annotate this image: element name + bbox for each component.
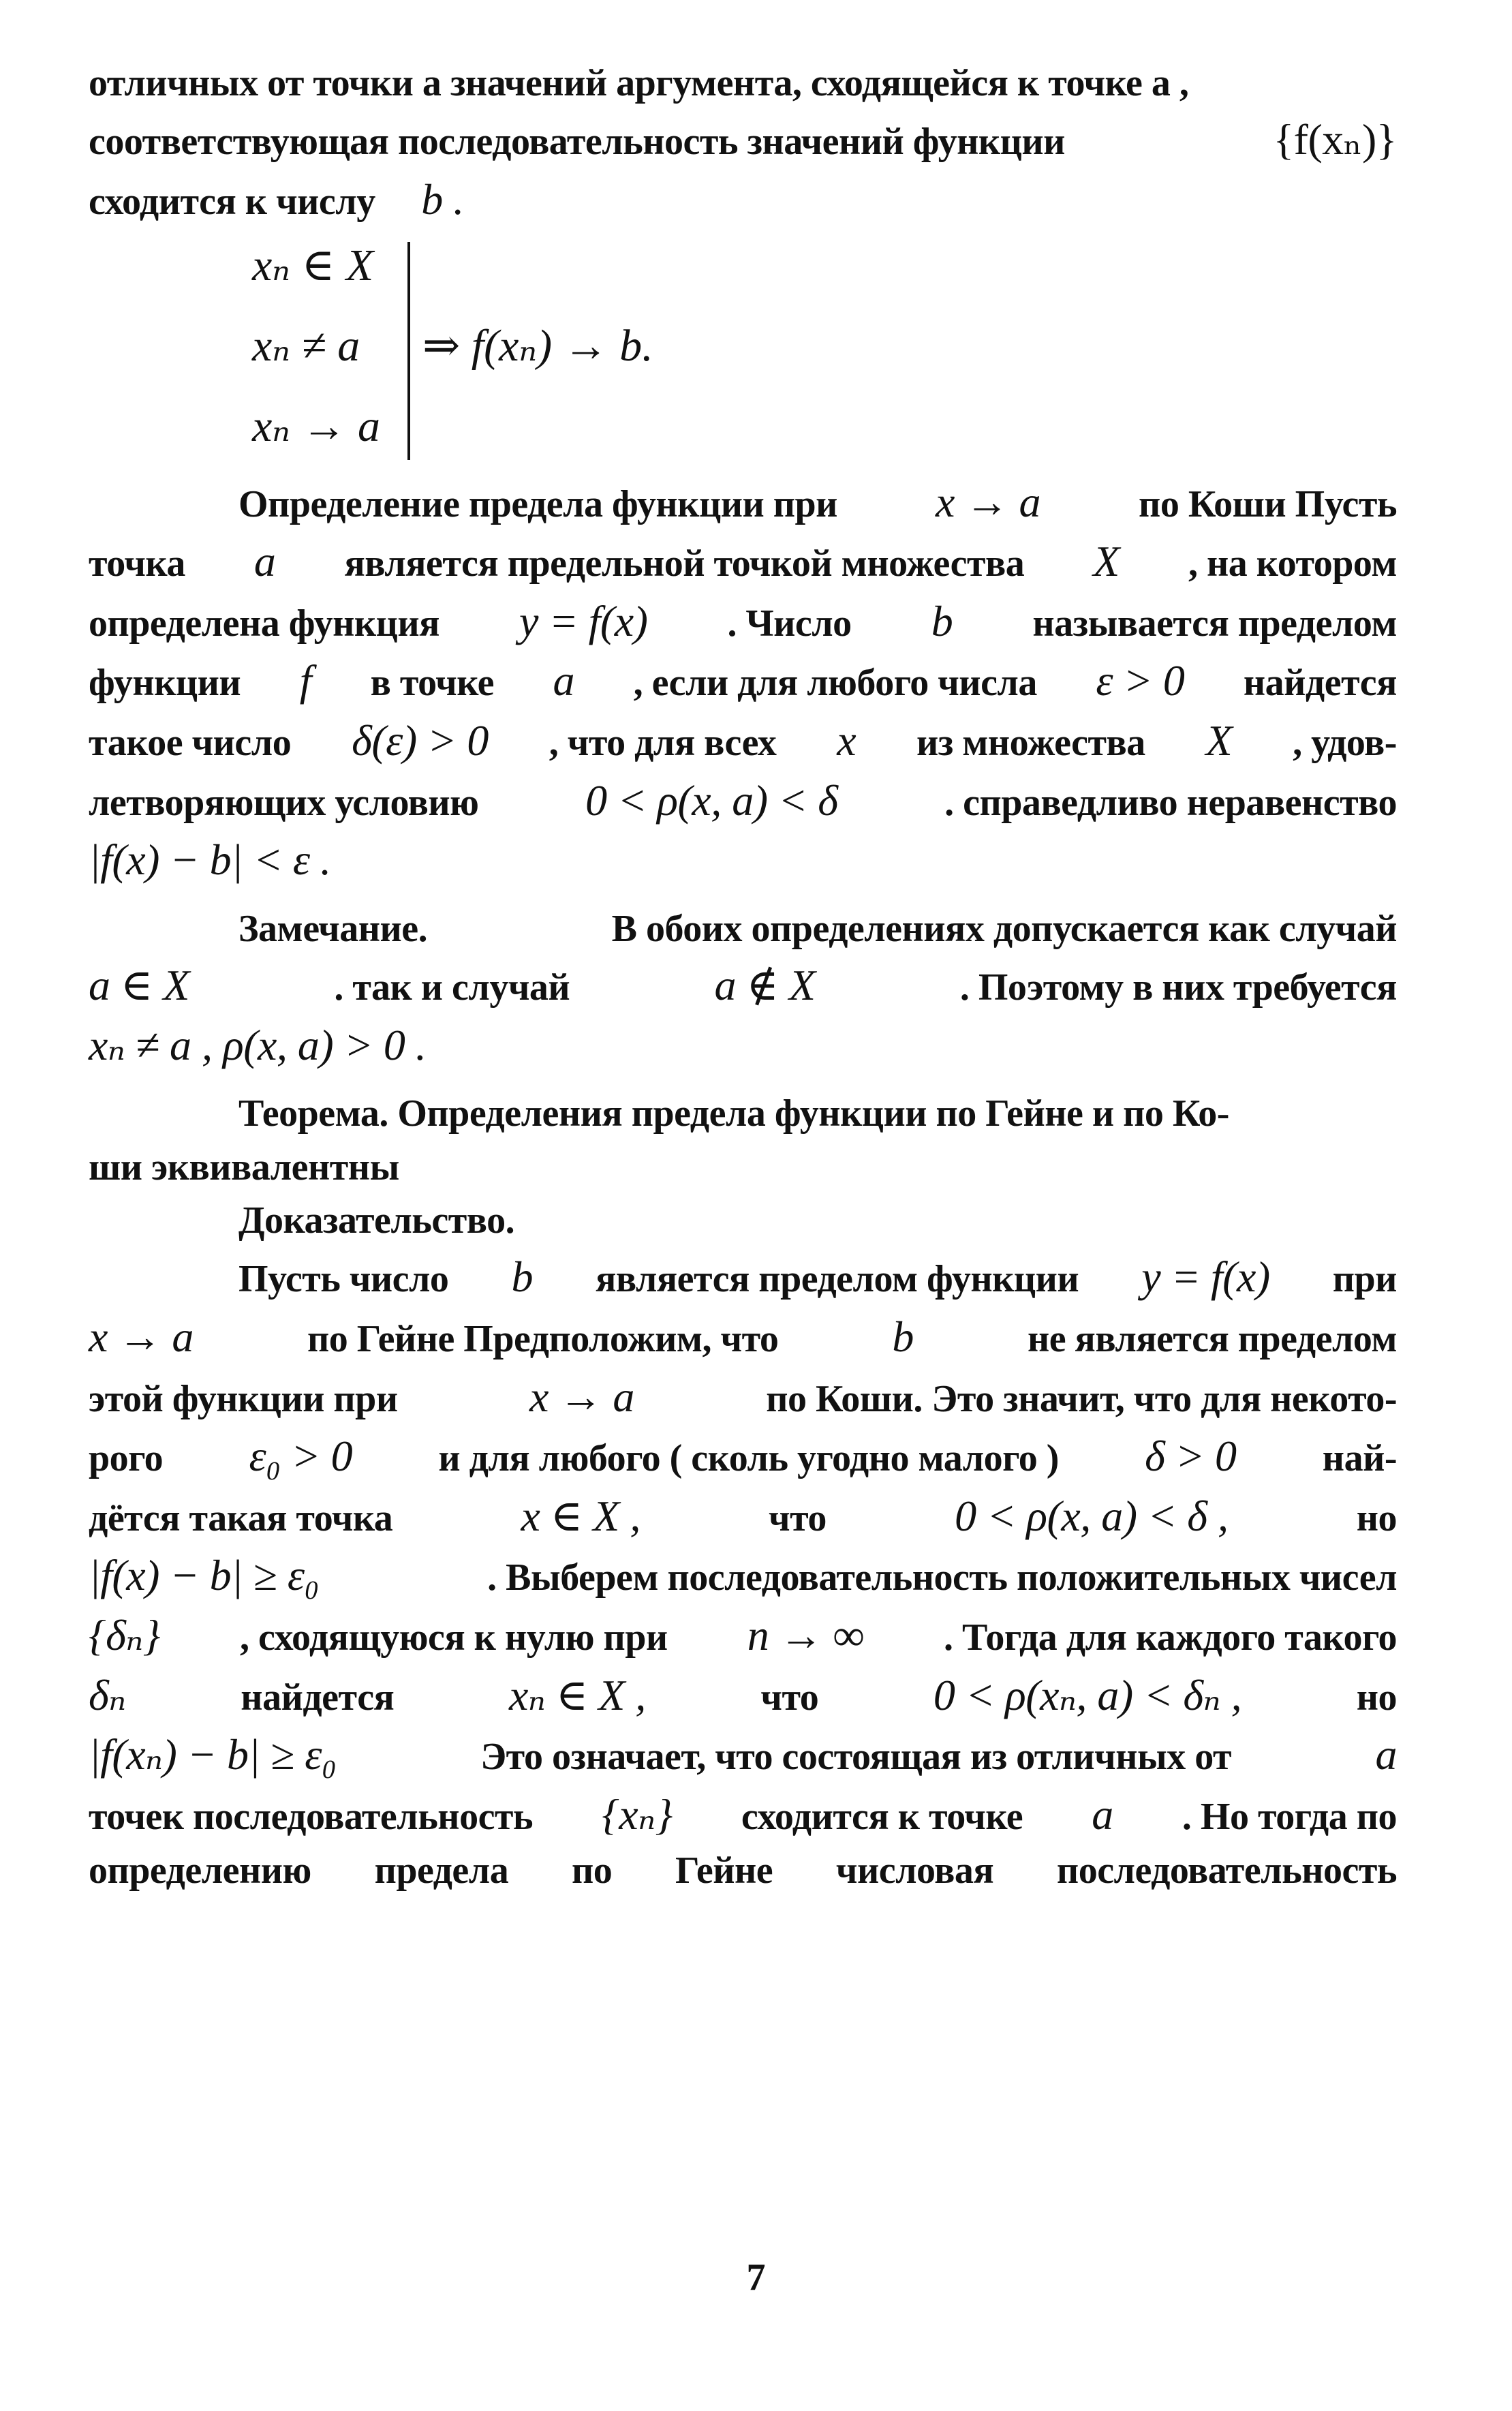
- math-expression: x → a: [529, 1372, 634, 1421]
- text-line: [89, 1431, 1397, 1481]
- paragraph-text: не является пределом: [1027, 1318, 1397, 1361]
- text-line: [89, 1610, 1397, 1661]
- math-expression: 0 < ρ(xₙ, a) < δₙ ,: [933, 1670, 1242, 1719]
- paragraph-text: , удов-: [1293, 721, 1397, 764]
- paragraph-text: найдется: [1243, 662, 1397, 705]
- paragraph-text: что: [769, 1496, 827, 1539]
- math-expression: xₙ ≠ a , ρ(x, a) > 0 .: [89, 1020, 427, 1069]
- paragraph-text: такое число: [89, 721, 292, 764]
- text-line: [89, 1790, 1397, 1840]
- text-line: [89, 1550, 1397, 1601]
- paragraph-text: . Тогда для каждого такого: [943, 1616, 1397, 1659]
- math-expression: {xₙ}: [602, 1790, 673, 1839]
- paragraph-text: но: [1356, 1496, 1397, 1539]
- paragraph-text: . Но тогда по: [1182, 1795, 1397, 1838]
- math-expression: a: [553, 656, 575, 705]
- math-expression: b: [931, 596, 953, 645]
- math-expression: a ∉ X: [714, 961, 816, 1010]
- text-line: [89, 1491, 1397, 1541]
- math-expression: xₙ ∈ X ,: [508, 1670, 646, 1719]
- math-expression: b: [511, 1253, 534, 1302]
- paragraph-text: точек последовательность: [89, 1795, 534, 1838]
- paragraph-text: из множества: [916, 721, 1145, 764]
- math-expression: |f(xₙ) − b| ≥ ε₀: [89, 1730, 337, 1779]
- math-expression: δ > 0: [1145, 1432, 1237, 1481]
- paragraph-text: является пределом функции: [596, 1258, 1079, 1301]
- paragraph-text: Пусть число: [238, 1258, 449, 1301]
- math-expression: X: [1205, 716, 1233, 765]
- math-expression: |f(x) − b| ≥ ε₀: [89, 1551, 320, 1600]
- paragraph-text: , на котором: [1188, 542, 1397, 585]
- math-expression: a ∈ X: [89, 961, 189, 1010]
- paragraph-text: летворяющих условию: [89, 781, 479, 824]
- text-line: [89, 1730, 1397, 1780]
- math-expression: ε > 0: [1096, 656, 1185, 705]
- math-expression: X: [1093, 537, 1120, 586]
- paragraph-text: , сходящуюся к нулю при: [239, 1616, 668, 1659]
- text-line: [89, 174, 1397, 225]
- math-expression: y = f(x): [519, 596, 648, 645]
- math-expression: x → a: [89, 1312, 194, 1362]
- math-expression: y = f(x): [1141, 1253, 1270, 1302]
- paragraph-text: числовая: [835, 1849, 994, 1892]
- math-expression: δ(ε) > 0: [352, 716, 489, 765]
- paragraph-text: рого: [89, 1437, 164, 1480]
- text-line: [89, 1372, 1397, 1422]
- paragraph-text: , если для любого числа: [633, 662, 1037, 705]
- scheme-result: ⇒ f(xₙ) → b.: [422, 320, 653, 371]
- paragraph-text: Гейне: [675, 1849, 773, 1892]
- text-line: [89, 61, 1397, 105]
- math-expression: b: [892, 1312, 914, 1362]
- math-expression: a: [1092, 1790, 1113, 1839]
- paragraph-text: . Поэтому в них требуется: [959, 966, 1397, 1009]
- math-expression: |f(x) − b| < ε .: [89, 835, 331, 885]
- paragraph-text: точка: [89, 542, 185, 585]
- paragraph-text: соответствующая последовательность значений функции: [89, 121, 1065, 164]
- text-line: [89, 1199, 1397, 1242]
- theorem-heading: Теорема.: [238, 1092, 388, 1135]
- paragraph-text: последовательность: [1056, 1849, 1397, 1892]
- heine-scheme: [252, 239, 934, 463]
- paragraph-text: Это означает, что состоящая из отличных от: [480, 1736, 1232, 1779]
- scheme-condition: xₙ ≠ a: [252, 320, 360, 371]
- paragraph-text: является предельной точкой множества: [344, 542, 1025, 585]
- text-line: [89, 1092, 1397, 1135]
- paragraph-text: Определения предела функции по Гейне и по Ко-: [397, 1092, 1229, 1135]
- math-expression: 0 < ρ(x, a) < δ ,: [955, 1491, 1229, 1540]
- text-line: [89, 1312, 1397, 1362]
- text-line: [89, 1252, 1397, 1302]
- text-line: [89, 1670, 1397, 1721]
- definition-heading: Определение предела функции при: [238, 482, 837, 525]
- text-line: [89, 1146, 1397, 1189]
- math-expression: b .: [421, 174, 464, 224]
- math-expression: n → ∞: [747, 1611, 864, 1660]
- proof-heading: Доказательство.: [238, 1199, 515, 1242]
- paragraph-text: функции: [89, 662, 241, 705]
- paragraph-text: . Выберем последовательность положительных чисел: [487, 1556, 1397, 1599]
- text-line: [89, 1849, 1397, 1892]
- paragraph-text: найдется: [241, 1676, 395, 1719]
- text-line: [89, 775, 1397, 826]
- paragraph-text: В обоих определениях допускается как случай: [611, 907, 1397, 950]
- paragraph-text: , что для всех: [549, 721, 777, 764]
- scheme-condition: xₙ → a: [252, 401, 381, 451]
- paragraph-text: по: [571, 1849, 613, 1892]
- text-line: [89, 907, 1397, 951]
- math-expression: 0 < ρ(x, a) < δ: [585, 775, 838, 825]
- paragraph-text: предела: [374, 1849, 509, 1892]
- math-expression: {δₙ}: [89, 1611, 160, 1660]
- math-expression: x → a: [936, 477, 1040, 526]
- math-expression: a: [253, 537, 276, 586]
- paragraph-text: отличных от точки a значений аргумента, сходящейся к точке a ,: [89, 62, 1189, 104]
- text-line: [89, 835, 1397, 885]
- scheme-bracket: [407, 242, 410, 460]
- math-expression: x: [837, 716, 857, 765]
- paragraph-text: по Коши. Это значит, что для некото-: [766, 1377, 1397, 1420]
- paragraph-text: но: [1356, 1676, 1397, 1719]
- text-line: [89, 960, 1397, 1011]
- math-expression: x ∈ X ,: [521, 1491, 641, 1540]
- paragraph-text: . Число: [727, 602, 852, 645]
- text-line: [89, 477, 1397, 527]
- text-line: [89, 716, 1397, 766]
- remark-heading: Замечание.: [238, 907, 428, 950]
- paragraph-text: ши эквивалентны: [89, 1146, 399, 1188]
- math-expression: f: [299, 656, 312, 705]
- paragraph-text: сходится к точке: [741, 1795, 1023, 1838]
- text-line: [89, 114, 1397, 165]
- paragraph-text: этой функции при: [89, 1377, 398, 1420]
- text-line: [89, 536, 1397, 587]
- paragraph-text: по Коши Пусть: [1139, 482, 1397, 525]
- text-line: [89, 656, 1397, 706]
- math-expression: ε₀ > 0: [249, 1432, 353, 1481]
- math-expression: a: [1375, 1730, 1397, 1779]
- paragraph-text: называется пределом: [1032, 602, 1397, 645]
- paragraph-text: сходится к числу: [89, 180, 375, 223]
- math-expression: δₙ: [89, 1670, 126, 1719]
- paragraph-text: . так и случай: [334, 966, 570, 1009]
- page-body: [89, 61, 1397, 1903]
- paragraph-text: и для любого ( сколь угодно малого ): [438, 1437, 1059, 1480]
- paragraph-text: при: [1332, 1258, 1397, 1301]
- text-line: [89, 1020, 1397, 1071]
- paragraph-text: по Гейне Предположим, что: [307, 1318, 779, 1361]
- paragraph-text: что: [760, 1676, 819, 1719]
- paragraph-text: определена функция: [89, 602, 439, 645]
- page-number: 7: [746, 2256, 766, 2299]
- paragraph-text: дётся такая точка: [89, 1496, 393, 1539]
- paragraph-text: . справедливо неравенство: [944, 781, 1397, 824]
- scheme-condition: xₙ ∈ X: [252, 240, 374, 290]
- text-line: [89, 596, 1397, 647]
- paragraph-text: най-: [1322, 1437, 1397, 1480]
- math-expression: {f(xₙ)}: [1273, 115, 1397, 164]
- paragraph-text: определению: [89, 1849, 311, 1892]
- paragraph-text: в точке: [370, 662, 494, 705]
